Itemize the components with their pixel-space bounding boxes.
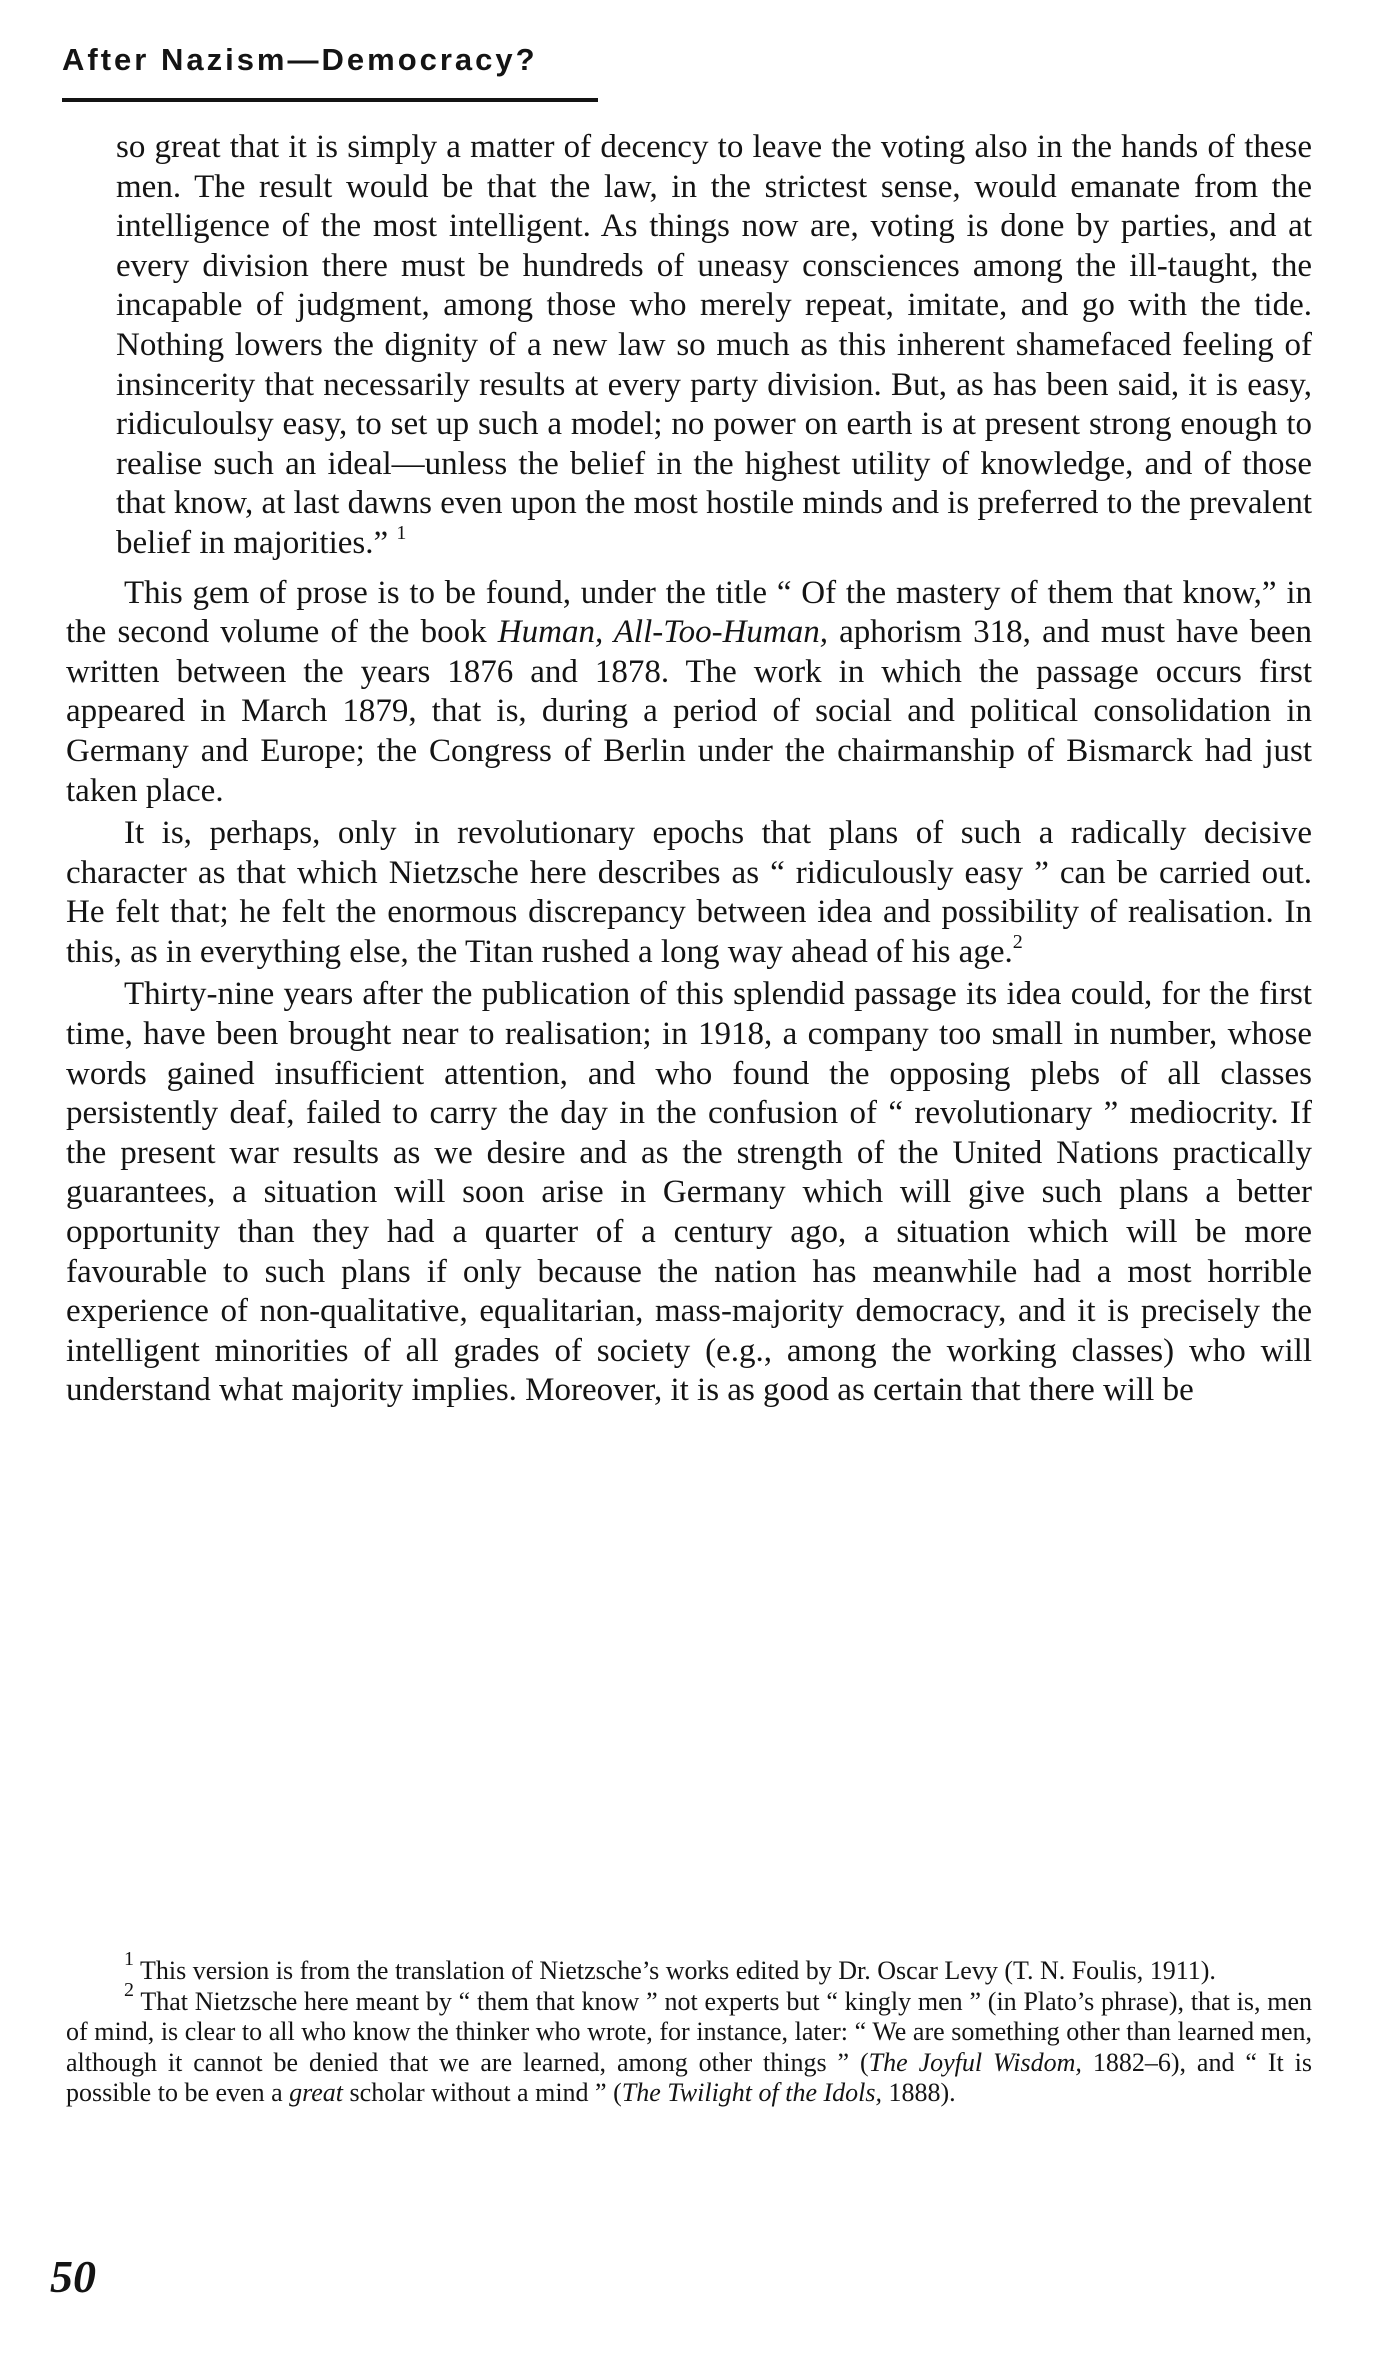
footnote-2-text-c: scholar without a mind ” ( <box>343 2078 622 2107</box>
body-text <box>66 128 1312 1411</box>
quote-text: so great that it is simply a matter of decency to leave the voting also in the hands of these men. The result would be that the law, in the strictest sense, would emanate from the intelligence of the most intelligent. As things now are, voting is done by parties, and at every division there must be hundreds of uneasy consciences among the ill-taught, the incapable of judgment, among those who merely repeat, imitate, and go with the tide. Nothing lowers the dignity of a new law so much as this inherent shamefaced feeling of insincerity that necessarily results at every party division. But, as has been said, it is easy, ridiculoulsy easy, to set up such a model; no power on earth is at present strong enough to realise such an ideal—unless the belief in the highest utility of knowledge, and of those that know, at last dawns even upon the most hostile minds and is preferred to the prevalent belief in majorities.” <box>116 129 1312 561</box>
footnote-2-marker: 2 <box>124 1978 134 2001</box>
paragraph-2 <box>66 814 1312 972</box>
footnote-ref-2: 2 <box>1012 930 1023 953</box>
paragraph-1-text-b: aphorism 318, and must have been written between the years 1876 and 1878. The work in which the passage occurs first appeared in March 1879, that is, during a period of social and political consolidation in Germany and Europe; the Congress of Berlin under the chairmanship of Bismarck had just taken place. <box>66 614 1312 809</box>
book-title-twilight-of-the-idols: The Twilight of the Idols, <box>621 2078 883 2107</box>
footnotes <box>66 1948 1313 2109</box>
running-head: After Nazism—Democracy? <box>62 42 538 77</box>
emphasis-great: great <box>289 2078 344 2107</box>
footnote-1-text: This version is from the translation of Nietzsche’s works edited by Dr. Oscar Levy (T. N. Foulis, 1911). <box>140 1956 1216 1985</box>
footnote-ref-1: 1 <box>396 521 407 544</box>
quoted-passage <box>116 128 1312 564</box>
book-title-joyful-wisdom: The Joyful Wisdom, <box>868 2047 1082 2077</box>
paragraph-1-text-a: This gem of prose is to be found, under the title “ Of the mastery of them that know,” in the second volume of the book <box>66 574 1312 651</box>
page-number: 50 <box>50 2251 96 2302</box>
header-rule <box>62 98 598 102</box>
footnote-2-text-d: 1888). <box>882 2078 956 2107</box>
footnote-1-marker: 1 <box>124 1948 134 1970</box>
footnote-1 <box>66 1948 1312 1987</box>
footnote-2 <box>66 1978 1313 2109</box>
paragraph-1 <box>66 574 1312 812</box>
book-title-human-all-too-human: Human, All-Too-Human, <box>497 614 828 651</box>
paragraph-2-text: It is, perhaps, only in revolutionary epochs that plans of such a radically decisive character as that which Nietzsche here describes as “ ridiculously easy ” can be carried out. He felt that; he felt the enormous discrepancy between idea and possibility of realisation. In this, as in everything else, the Titan rushed a long way ahead of his age. <box>66 815 1312 970</box>
paragraph-3: Thirty-nine years after the publication of this splendid passage its idea could, for the first time, have been brought near to realisation; in 1918, a company too small in number, whose words gained insufficient attention, and who found the opposing plebs of all classes persistently deaf, failed to carry the day in the confusion of “ revolutionary ” mediocrity. If the present war results as we desire and as the strength of the United Nations practically guarantees, a situation will soon arise in Germany which will give such plans a better opportunity than they had a quarter of a century ago, a situation which will be more favourable to such plans if only because the nation has meanwhile had a most horrible experience of non-qualitative, equalitarian, mass-majority democracy, and it is precisely the intelligent minorities of all grades of society (e.g., among the working classes) who will understand what majority implies. Moreover, it is as good as certain that there will be <box>66 976 1312 1409</box>
footnote-2-text-a: That Nietzsche here meant by “ them that know ” not experts but “ kingly men ” (in Plato’s phrase), that is, men of mind, is clear to all who know the thinker who wrote, for instance, later: “ We are something other than learned men, although it cannot be denied that we are learned, among other things ” ( <box>66 1986 1313 2077</box>
footnote-2-text-b: 1882–6), and “ It is possible to be even a <box>66 2047 1312 2107</box>
